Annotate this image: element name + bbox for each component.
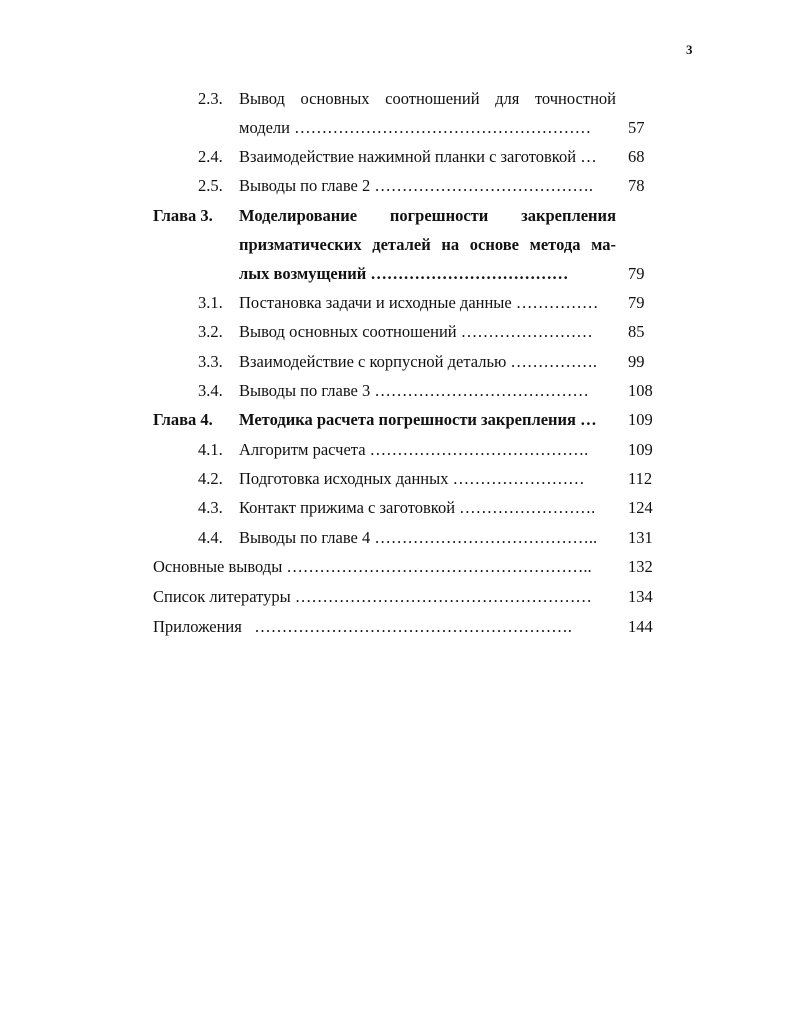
toc-entry-page: 131 bbox=[628, 528, 653, 547]
toc-entry-title: Список литературы ……………………………………………… bbox=[153, 587, 592, 606]
toc-entry-page: 85 bbox=[628, 322, 645, 341]
toc-entry-title: Постановка задачи и исходные данные …………… bbox=[239, 293, 599, 312]
toc-entry-title: Выводы по главе 4 ………………………………….. bbox=[239, 528, 598, 547]
toc-entry-title: Алгоритм расчета …………………………………. bbox=[239, 440, 589, 459]
toc-entry-number: 3.3. bbox=[198, 352, 223, 371]
toc-entry-page: 109 bbox=[628, 410, 653, 429]
toc-entry-number: 2.5. bbox=[198, 176, 223, 195]
toc-entry-number: 2.4. bbox=[198, 147, 223, 166]
toc-entry-page: 99 bbox=[628, 352, 645, 371]
toc-entry-number: 4.1. bbox=[198, 440, 223, 459]
toc-entry-page: 68 bbox=[628, 147, 645, 166]
toc-entry-title: Вывод основных соотношений для точностной bbox=[239, 89, 616, 108]
toc-entry-title: Вывод основных соотношений …………………… bbox=[239, 322, 593, 341]
toc-entry-page: 57 bbox=[628, 118, 645, 137]
toc-entry-title: Контакт прижима с заготовкой ……………………. bbox=[239, 498, 596, 517]
toc-entry-page: 79 bbox=[628, 264, 645, 283]
toc-chapter-title-cont: призматических деталей на основе метода ма- bbox=[239, 235, 616, 254]
toc-entry-title: Выводы по главе 2 …………………………………. bbox=[239, 176, 593, 195]
toc-entry-title: Подготовка исходных данных …………………… bbox=[239, 469, 585, 488]
toc-chapter-title: Моделирование погрешности закрепления bbox=[239, 206, 616, 225]
toc-entry-title: Основные выводы ……………………………………………….. bbox=[153, 557, 592, 576]
toc-entry-page: 79 bbox=[628, 293, 645, 312]
toc-entry-number: 4.2. bbox=[198, 469, 223, 488]
toc-chapter-label: Глава 3. bbox=[153, 206, 213, 225]
toc-entry-page: 144 bbox=[628, 617, 653, 636]
toc-entry-title: Взаимодействие нажимной планки с заготовкой … bbox=[239, 147, 597, 166]
toc-entry-number: 4.3. bbox=[198, 498, 223, 517]
toc-chapter-title-cont: лых возмущений ……………………………… bbox=[239, 264, 569, 283]
toc-chapter-title: Методика расчета погрешности закрепления … bbox=[239, 410, 597, 429]
toc-entry-title: Выводы по главе 3 ………………………………… bbox=[239, 381, 589, 400]
toc-entry-page: 124 bbox=[628, 498, 653, 517]
toc-entry-page: 134 bbox=[628, 587, 653, 606]
toc-entry-page: 132 bbox=[628, 557, 653, 576]
toc-entry-page: 78 bbox=[628, 176, 645, 195]
toc-entry-number: 3.1. bbox=[198, 293, 223, 312]
page-number: 3 bbox=[686, 42, 693, 57]
toc-entry-title: Приложения …………………………………………………. bbox=[153, 617, 572, 636]
toc-entry-title: Взаимодействие с корпусной деталью ……………. bbox=[239, 352, 598, 371]
toc-chapter-label: Глава 4. bbox=[153, 410, 213, 429]
toc-entry-number: 4.4. bbox=[198, 528, 223, 547]
toc-entry-number: 3.2. bbox=[198, 322, 223, 341]
toc-entry-page: 109 bbox=[628, 440, 653, 459]
toc-entry-page: 108 bbox=[628, 381, 653, 400]
toc-entry-title-cont: модели ……………………………………………… bbox=[239, 118, 592, 137]
toc-entry-page: 112 bbox=[628, 469, 653, 488]
toc-entry-number: 2.3. bbox=[198, 89, 223, 108]
toc-entry-number: 3.4. bbox=[198, 381, 223, 400]
